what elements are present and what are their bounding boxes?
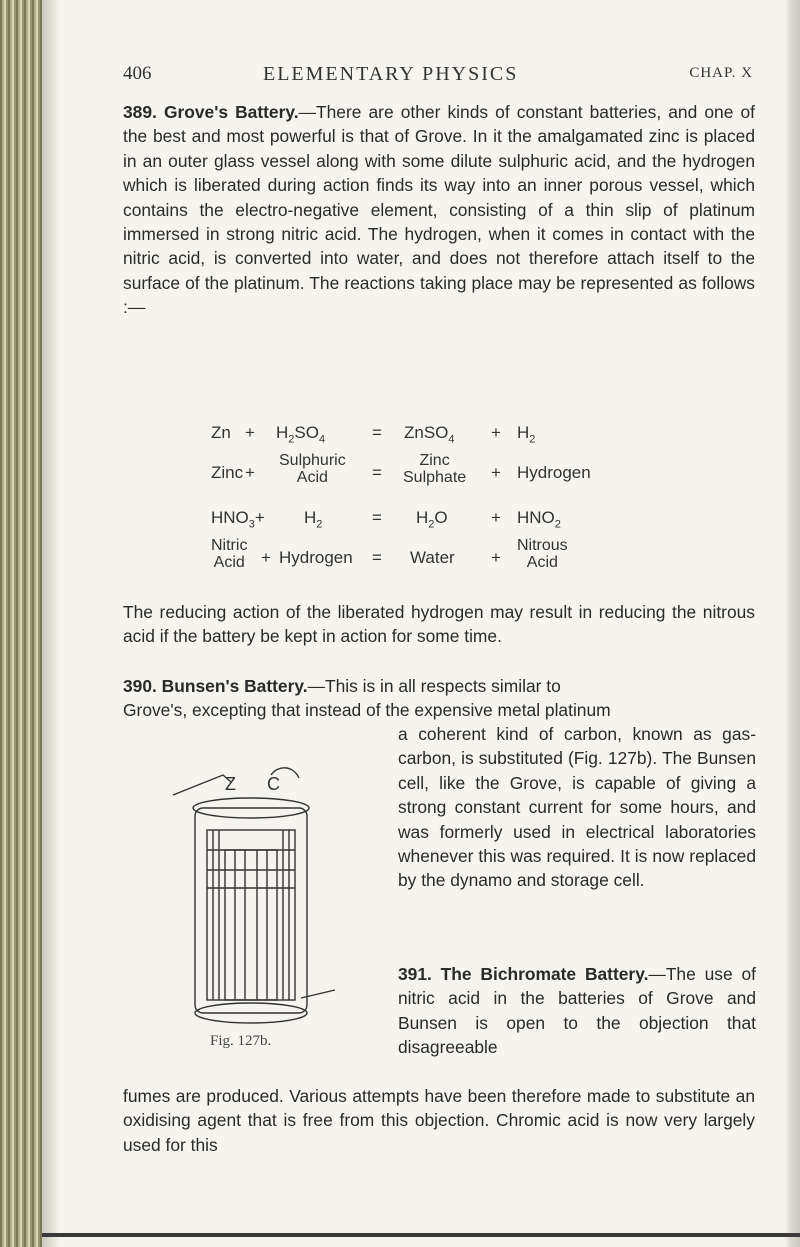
paragraph-389	[123, 100, 755, 320]
bottom-rule	[42, 1233, 800, 1237]
eq1w-zinc-sulphate: Zinc Sulphate	[403, 452, 467, 486]
page-number: 406	[123, 63, 152, 84]
eq2w-nitric-acid: Nitric Acid	[211, 537, 248, 571]
eq2-equals: =	[372, 508, 382, 527]
equation-1	[123, 423, 763, 447]
eq1-h2: $H_2$	[517, 423, 536, 446]
eq2-plus-2: +	[491, 508, 501, 527]
equation-1-words	[123, 452, 763, 492]
paragraph-reducing: The reducing action of the liberated hydrogen may result in reducing the nitrous acid if the battery be kept in action for some time.	[123, 602, 755, 647]
section-heading-389: 389. Grove's Battery.	[123, 102, 299, 122]
eq2w-hydrogen: Hydrogen	[279, 548, 353, 567]
eq1-zn: Zn	[211, 423, 231, 442]
eq1-znso4: ZnSO$_4$	[404, 423, 455, 446]
book-title: ELEMENTARY PHYSICS	[263, 63, 519, 85]
eq2w-nitrous-acid: Nitrous Acid	[517, 537, 568, 571]
paragraph-391-full: fumes are produced. Various attempts have been therefore made to substitute an oxidising agent that is free from this objection. Chromic acid is now very largely used for this	[123, 1086, 755, 1155]
eq1w-hydrogen: Hydrogen	[517, 463, 591, 482]
section-heading-390: 390. Bunsen's Battery.	[123, 676, 308, 696]
chapter-label: CHAP. X	[689, 65, 753, 81]
eq1w-sulphuric-acid: Sulphuric Acid	[279, 452, 346, 486]
eq2-hno2: $HNO_2$	[517, 508, 561, 531]
equation-2	[123, 508, 763, 532]
bunsen-cell-figure	[153, 760, 343, 1030]
equation-2-words	[123, 537, 763, 577]
eq2-h2o: $H_2O$	[416, 508, 448, 531]
eq1-plus-2: +	[491, 423, 501, 442]
eq2w-equals: =	[372, 548, 382, 567]
running-head	[123, 63, 753, 89]
label-c: C	[267, 774, 280, 794]
paragraph-390-wrap: a coherent kind of carbon, known as gas-carbon, is substituted (Fig. 127b). The Bunsen cell, like the Grove, is capable of giving a strong constant current for some hours, and was formerly used in electrical laboratories whenever this was required. It is now replaced by the dynamo and storage cell.	[398, 724, 756, 891]
eq2w-plus: +	[261, 548, 271, 567]
eq1-h2so4: $H_2SO_4$	[276, 423, 326, 446]
paragraph-389-text: —There are other kinds of constant batteries, and one of the best and most powerful is that of Grove. In it the amalgamated zinc is placed in an outer glass vessel along with some dilute sulphuric acid, and the hydrogen which is liberated during action finds its way into an inner porous vessel, which contains the electro-negative element, consisting of a thin slip of platinum immersed in strong nitric acid. The hydrogen, when it comes in contact with the nitric acid, is converted into water, and does not therefore attach itself to the surface of the platinum. The reactions taking place may be represented as follows :—	[123, 102, 755, 318]
eq2-h2: $H_2$	[304, 508, 323, 531]
binding-shadow	[42, 0, 60, 1247]
eq1-plus: +	[245, 423, 255, 442]
paragraph-390-line2: Grove's, excepting that instead of the expensive metal platinum	[123, 700, 611, 721]
eq1w-zinc: Zinc	[211, 463, 244, 482]
eq2w-plus-2: +	[491, 548, 501, 567]
eq2w-water: Water	[410, 548, 455, 567]
book-binding-edge	[0, 0, 42, 1247]
paragraph-390-line1: —This is in all respects similar to	[307, 676, 561, 696]
eq2-hno3: $HNO_3+$	[211, 508, 265, 531]
eq1w-plus: +	[245, 463, 255, 482]
eq1w-plus-2: +	[491, 463, 501, 482]
figure-caption: Fig. 127b.	[210, 1033, 272, 1049]
label-z: Z	[225, 774, 236, 794]
eq1w-equals: =	[372, 463, 382, 482]
paragraph-391-wrap-text: —The use of nitric acid in the batteries of Grove and Bunsen is open to the objection that disagreeable	[398, 964, 756, 1058]
page-right-edge	[784, 0, 800, 1247]
figure-lines	[173, 768, 335, 1023]
eq1-equals: =	[372, 423, 382, 442]
paragraph-391-wrap	[398, 962, 756, 1060]
section-heading-391: 391. The Bichromate Battery.	[398, 964, 649, 984]
paragraph-390-head	[123, 674, 755, 724]
